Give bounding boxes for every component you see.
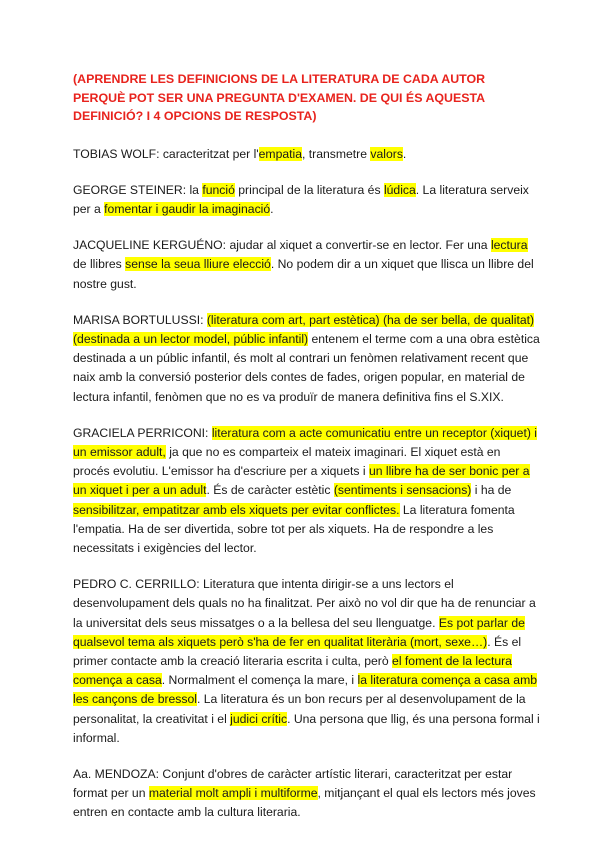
paragraph-text: . Normalment el comença la mare, i	[161, 673, 358, 688]
paragraph-text: Aa. MENDOZA: Conjunt d'obres de caràcter artístic literari, caracteritzat per estar format per un	[73, 766, 513, 801]
paragraph-text: , mitjançant el qual els lectors més joves entren en contacte amb la cultura literaria.	[73, 786, 536, 820]
definition-paragraph-jacqueline-kergueno	[73, 236, 540, 294]
document-title: (APRENDRE LES DEFINICIONS DE LA LITERATURA DE CADA AUTOR PERQUÈ POT SER UNA PREGUNTA D'EXAMEN. DE QUI ÉS AQUESTA DEFINICIÓ? I 4 OPCIONS DE RESPOSTA)	[73, 72, 486, 123]
highlighted-text: (literatura com art, part estètica) (ha de ser bella, de qualitat) (destinada a un lector model, públic infantil)	[73, 312, 535, 346]
highlighted-text: el foment de la lectura comença a casa	[73, 653, 512, 688]
definition-paragraph-mendoza	[73, 765, 540, 823]
paragraph-text: entenem el terme com a una obra estètica destinada a un públic infantil, és molt al contrari un fenòmen relativament recent que naix amb la conversió posterior dels contes de fades, origen popular, en material de lectura infantil, fenòmen que no es va produïr de manera definitiva fins el S.XIX.	[73, 331, 540, 404]
paragraph-text: .	[402, 146, 407, 161]
paragraph-text: . No podem dir a un xiquet que llisca un llibre del nostre gust.	[73, 257, 534, 291]
paragraph-text: TOBIAS WOLF: caracteritzat per l'	[73, 146, 259, 161]
highlighted-text: sensibilitzar, empatitzar amb els xiquets per evitar conflictes.	[73, 502, 400, 517]
highlighted-text: literatura com a acte comunicatiu entre un receptor (xiquet) i un emissor adult,	[73, 425, 537, 459]
paragraph-text: . La literatura és un bon recurs per al desenvolupament de la personalitat, la creativitat i el	[73, 692, 526, 726]
highlighted-text: lúdica	[383, 182, 416, 197]
paragraph-text: principal de la literatura és	[234, 182, 384, 197]
highlighted-text: lectura	[490, 238, 528, 253]
highlighted-text: empatia	[258, 146, 302, 161]
highlighted-text: funció	[202, 182, 235, 197]
paragraph-text: GRACIELA PERRICONI:	[73, 425, 212, 440]
paragraph-text: GEORGE STEINER: la	[73, 182, 203, 197]
paragraph-text: .	[270, 201, 274, 216]
highlighted-text: la literatura comença a casa amb les cançons de bressol	[73, 673, 538, 707]
highlighted-text: un llibre ha de ser bonic per a un xiquet i per a un adult	[73, 464, 530, 498]
highlighted-text: judici crític	[230, 711, 288, 726]
paragraph-text: de llibres	[73, 257, 126, 272]
paragraph-text: La literatura fomenta l'empatia. Ha de ser divertida, sobre tot per als xiquets. Ha de respondre a les necessitats i exigències del lector.	[73, 502, 515, 555]
paragraph-text: , transmetre	[302, 146, 371, 161]
definition-paragraph-marisa-bortulussi	[73, 311, 540, 407]
definition-paragraph-pedro-cerrillo	[73, 575, 540, 748]
paragraph-text: . És el primer contacte amb la creació literaria escrita i culta, però	[73, 634, 522, 668]
paragraph-text: ja que no es comparteix el mateix imaginari. El xiquet està en procés evolutiu. L'emissor ha d'escriure per a xiquets i	[73, 444, 501, 479]
paragraph-text: MARISA BORTULUSSI:	[73, 312, 207, 327]
paragraph-text: . És de caràcter estètic	[206, 483, 334, 498]
highlighted-text: valors	[370, 146, 403, 161]
highlighted-text: fomentar i gaudir la imaginació	[104, 201, 271, 216]
paragraph-text: . La literatura serveix per a	[73, 182, 529, 216]
highlighted-text: (sentiments i sensacions)	[333, 483, 472, 498]
paragraph-text: i ha de	[471, 483, 512, 498]
paragraph-text: PEDRO C. CERRILLO: Literatura que intenta dirigir-se a uns lectors el desenvolupament dels quals no ha finalitzat. Per això no vol dir que ha de renunciar a la universitat dels seus missatges o a la bellesa del seu llenguatge.	[73, 577, 536, 630]
document-body	[73, 145, 540, 823]
paragraph-text: . Una persona que llig, és una persona formal i informal.	[73, 711, 540, 745]
highlighted-text: Es pot parlar de qualsevol tema als xiquets però s'ha de fer en qualitat literària (mort, sexe…)	[73, 615, 525, 649]
definition-paragraph-george-steiner	[73, 181, 540, 219]
highlighted-text: material molt ampli i multiforme	[148, 786, 318, 801]
definition-paragraph-tobias-wolf	[73, 145, 540, 164]
paragraph-text: JACQUELINE KERGUÉNO: ajudar al xiquet a convertir-se en lector. Fer una	[73, 238, 491, 253]
highlighted-text: sense la seua lliure elecció	[125, 257, 271, 272]
definition-paragraph-graciela-perriconi	[73, 424, 540, 558]
